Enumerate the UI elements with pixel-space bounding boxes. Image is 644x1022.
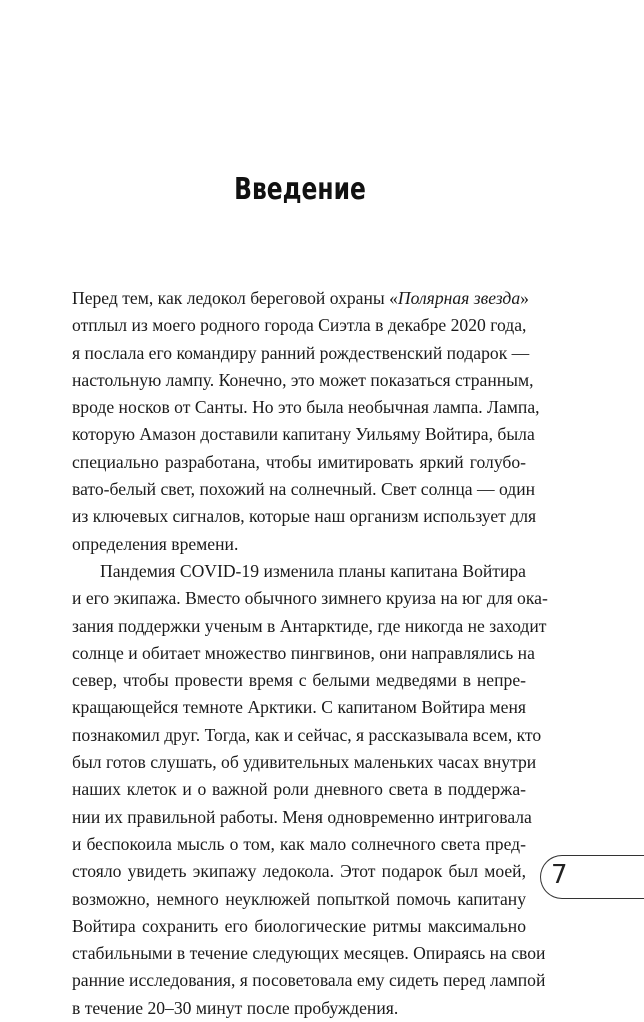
text-line: определения времени. xyxy=(72,533,239,554)
text-line: из ключевых сигналов, которые наш организм использует для xyxy=(72,506,537,527)
text-line: я послала его командиру ранний рождественский подарок — xyxy=(72,342,530,363)
text-line: стабильными в течение следующих месяцев. Опираясь на свои xyxy=(72,943,546,964)
text-line: север, чтобы провести время с белыми медведями в непре- xyxy=(72,670,526,691)
paragraph xyxy=(72,285,540,558)
text-line: Пандемия COVID-19 изменила планы капитана Войтира xyxy=(100,560,526,581)
paragraph xyxy=(72,558,548,1022)
text-line: солнце и обитает множество пингвинов, они направлялись на xyxy=(72,642,535,663)
paragraph-container xyxy=(72,285,548,1022)
text-line: вроде носков от Санты. Но это была необычная лампа. Лампа, xyxy=(72,397,540,418)
text-line: и его экипажа. Вместо обычного зимнего круиза на юг для ока- xyxy=(72,588,548,609)
text-line: кращающейся темноте Арктики. С капитаном Войтира меня xyxy=(72,697,526,718)
text-line: стояло увидеть экипажу ледокола. Этот подарок был моей, xyxy=(72,861,526,882)
text-line: наших клеток и о важной роли дневного света в поддержа- xyxy=(72,779,526,800)
text-line: отплыл из моего родного города Сиэтла в декабре 2020 года, xyxy=(72,315,527,336)
ship-name: Полярная звезда xyxy=(397,288,521,308)
text-line: возможно, немного неуклюжей попыткой помочь капитану xyxy=(72,888,526,909)
page-number: 7 xyxy=(551,860,568,890)
text-line: познакомил друг. Тогда, как и сейчас, я рассказывала всем, кто xyxy=(72,724,542,745)
body-text xyxy=(72,285,548,1022)
page-number-tab xyxy=(540,855,644,899)
text-line: зания поддержки ученым в Антарктиде, где никогда не заходит xyxy=(72,615,547,636)
text-line: был готов слушать, об удивительных маленьких часах внутри xyxy=(72,752,537,773)
text-line: специально разработана, чтобы имитировать яркий голубо- xyxy=(72,451,526,472)
text-line: которую Амазон доставили капитану Уильяму Войтира, была xyxy=(72,424,535,445)
text-line: в течение 20–30 минут после пробуждения. xyxy=(72,997,399,1018)
text-line: и беспокоила мысль о том, как мало солнечного света пред- xyxy=(72,833,526,854)
text-line: нии их правильной работы. Меня одновременно интриговала xyxy=(72,806,532,827)
text-line: ранние исследования, я посоветовала ему сидеть перед лампой xyxy=(72,970,546,991)
chapter-title: Введение xyxy=(234,172,366,207)
text-line: настольную лампу. Конечно, это может показаться странным, xyxy=(72,369,534,390)
text-line: вато-белый свет, похожий на солнечный. Свет солнца — один xyxy=(72,479,536,500)
text-line: Перед тем, как ледокол береговой охраны «Полярная звезда» xyxy=(72,288,529,308)
text-line: Войтира сохранить его биологические ритмы максимально xyxy=(72,915,526,936)
